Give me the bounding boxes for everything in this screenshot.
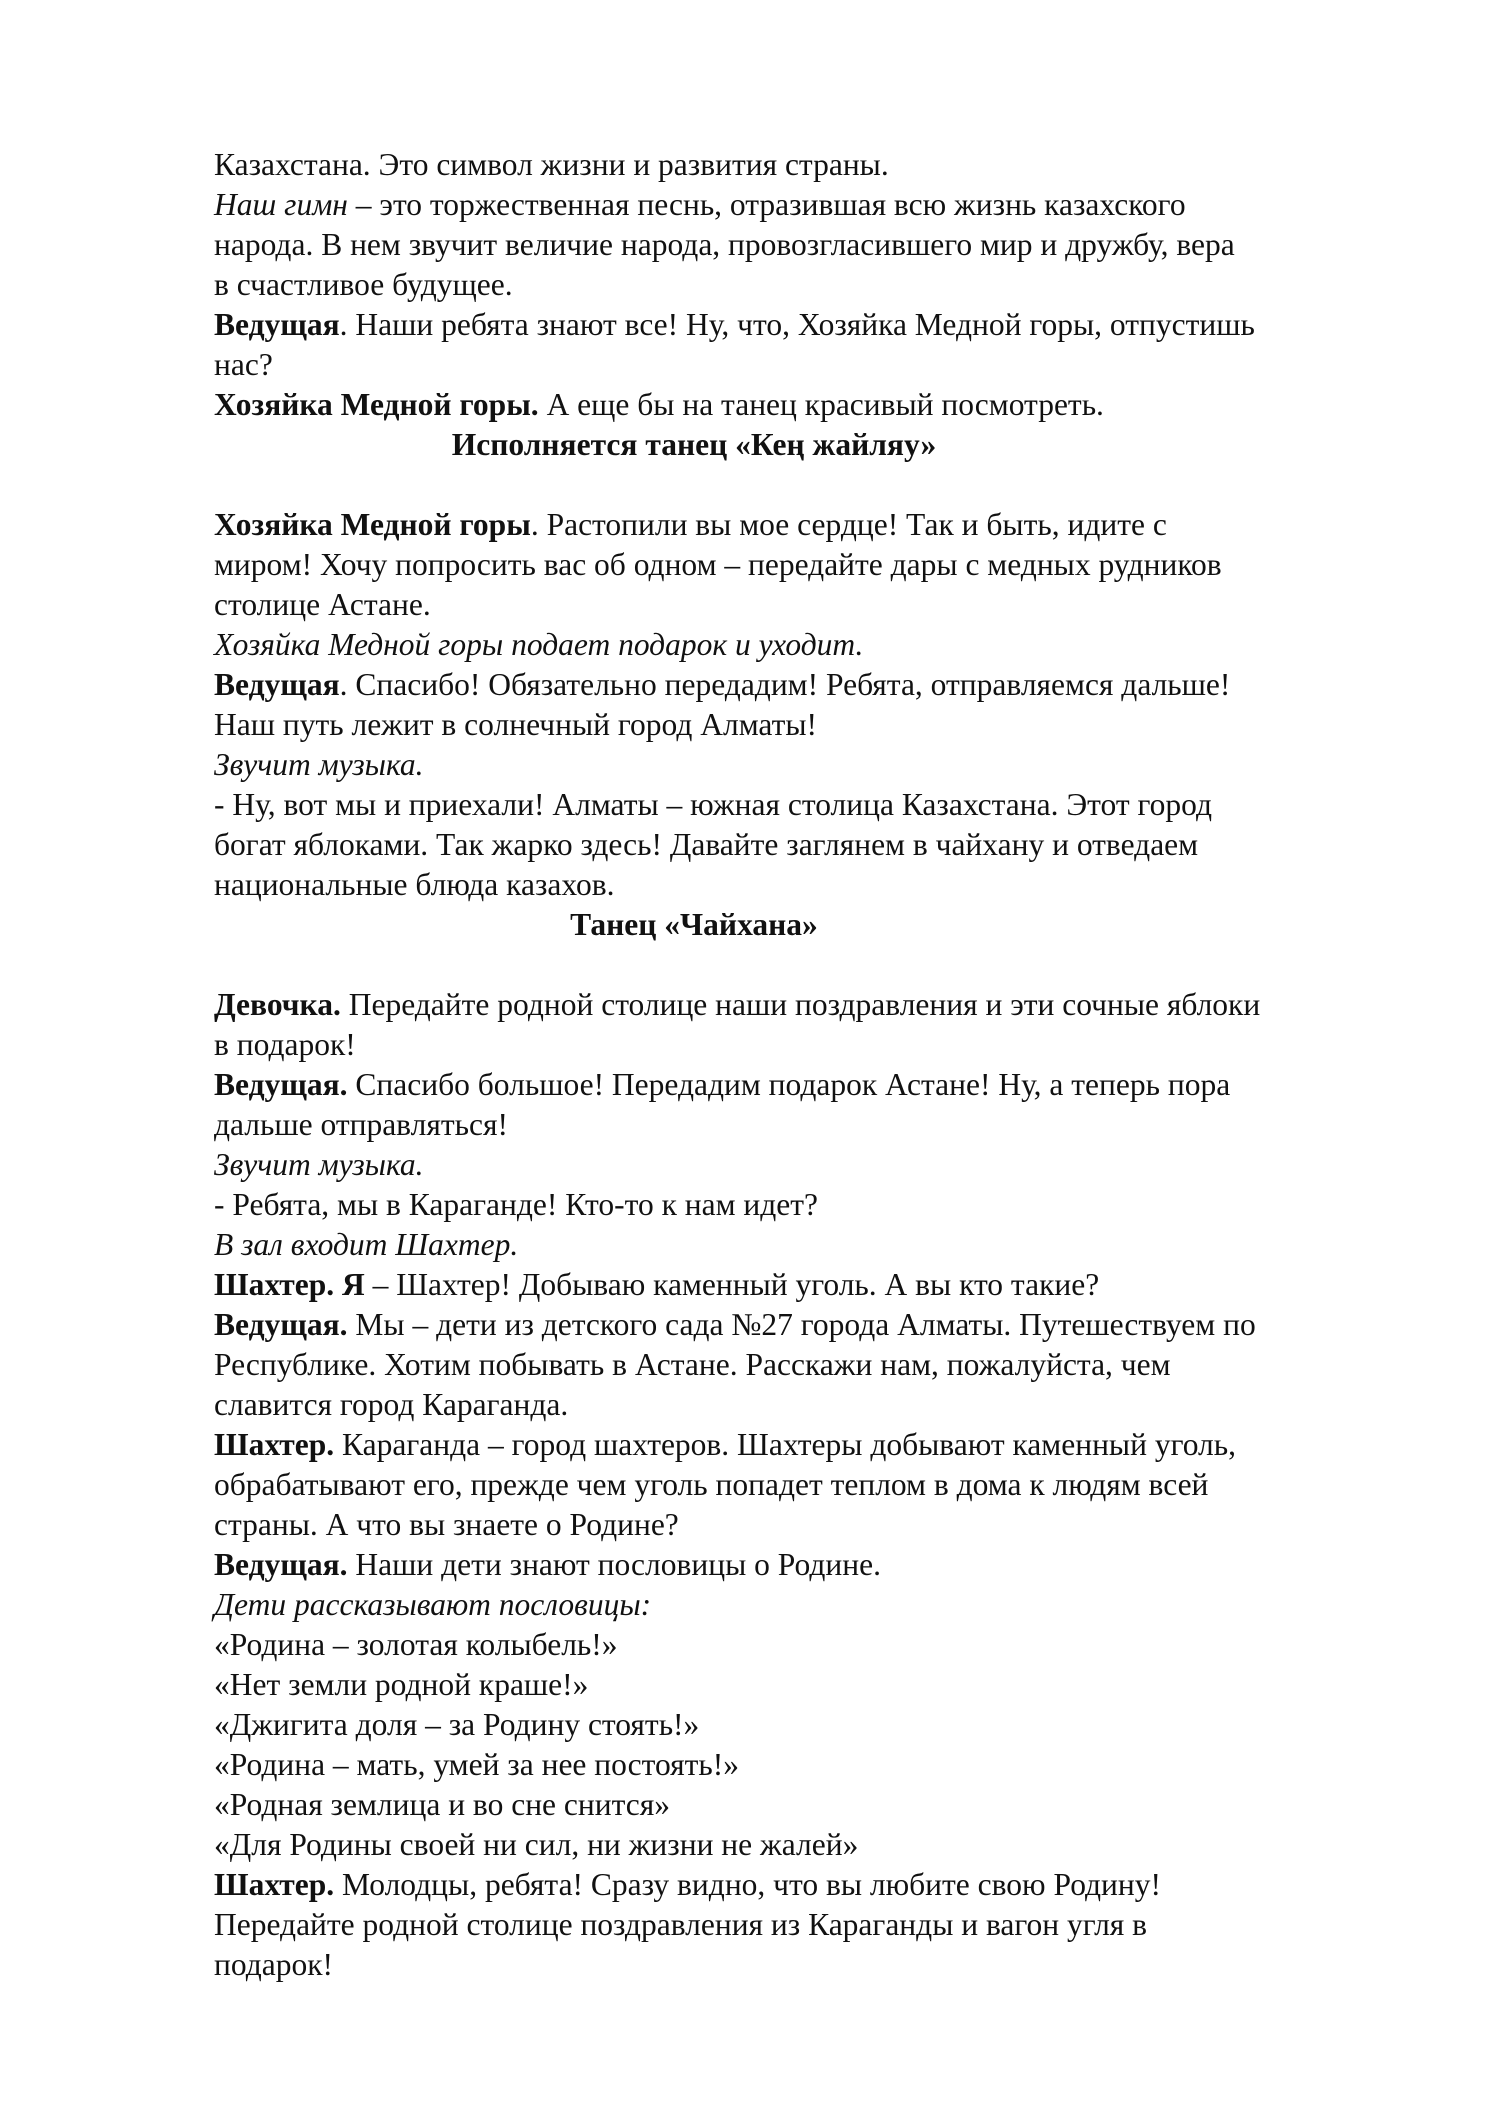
speaker-line [214,505,1394,545]
text-line: нас? [214,347,273,382]
proverb-line: «Родина – золотая колыбель!» [214,1627,618,1662]
speaker-line [214,1425,1394,1465]
italic-phrase: Наш гимн [214,187,348,222]
line-text: . Спасибо! Обязательно передадим! Ребята, отправляемся дальше! [339,667,1231,702]
text-line: - Ну, вот мы и приехали! Алматы – южная столица Казахстана. Этот город [214,787,1212,822]
blank-line [214,465,1394,505]
text-line: Передайте родной столице поздравления из Караганды и вагон угля в [214,1907,1148,1942]
line-text: Спасибо большое! Передадим подарок Астане! Ну, а теперь пора [347,1067,1231,1102]
speaker-line [214,1065,1394,1105]
speaker-name: Ведущая. [214,1307,348,1342]
text-line: Республике. Хотим побывать в Астане. Расскажи нам, пожалуйста, чем [214,1347,1171,1382]
line-text: Передайте родной столице наши поздравления и эти сочные яблоки [340,987,1261,1022]
text-line: богат яблоками. Так жарко здесь! Давайте заглянем в чайхану и отведаем [214,827,1199,862]
line-text: . Растопили вы мое сердце! Так и быть, идите с [530,507,1167,542]
speaker-line [214,1305,1394,1345]
text-line [214,185,1394,225]
text-line: обрабатывают его, прежде чем уголь попадет теплом в дома к людям всей [214,1467,1209,1502]
proverb-line: «Для Родины своей ни сил, ни жизни не жалей» [214,1827,859,1862]
speaker-name: Ведущая. [214,1547,348,1582]
text-line: подарок! [214,1947,334,1982]
line-text: – Шахтер! Добываю каменный уголь. А вы кто такие? [364,1267,1100,1302]
speaker-name: Ведущая [214,307,340,342]
text-line: в подарок! [214,1027,356,1062]
stage-direction: В зал входит Шахтер. [214,1227,519,1262]
speaker-line [214,665,1394,705]
speaker-name: Хозяйка Медной горы [214,507,531,542]
stage-direction: Хозяйка Медной горы подает подарок и уходит. [214,627,864,662]
stage-direction: Звучит музыка. [214,747,424,782]
text-line: дальше отправляться! [214,1107,508,1142]
speaker-line [214,385,1394,425]
line-text: Мы – дети из детского сада №27 города Алматы. Путешествуем по [347,1307,1256,1342]
text-line: миром! Хочу попросить вас об одном – передайте дары с медных рудников [214,547,1222,582]
speaker-line [214,1545,1394,1585]
section-heading: Танец «Чайхана» [570,907,818,942]
speaker-name: Девочка. [214,987,341,1022]
line-text: А еще бы на танец красивый посмотреть. [538,387,1104,422]
proverb-line: «Родная землица и во сне снится» [214,1787,670,1822]
text-line: в счастливое будущее. [214,267,513,302]
speaker-name: Хозяйка Медной горы. [214,387,539,422]
speaker-name: Шахтер. [214,1427,335,1462]
proverb-line: «Родина – мать, умей за нее постоять!» [214,1747,740,1782]
speaker-line [214,1865,1394,1905]
section-heading: Исполняется танец «Кең жайляу» [451,427,937,462]
speaker-name: Ведущая. [214,1067,348,1102]
speaker-name: Шахтер. [214,1867,335,1902]
text-line: - Ребята, мы в Караганде! Кто-то к нам идет? [214,1187,819,1222]
line-text: Молодцы, ребята! Сразу видно, что вы любите свою Родину! [334,1867,1162,1902]
stage-direction: Звучит музыка. [214,1147,424,1182]
text-line: Казахстана. Это символ жизни и развития страны. [214,147,889,182]
proverb-line: «Нет земли родной краше!» [214,1667,589,1702]
speaker-line [214,1265,1394,1305]
text-line: национальные блюда казахов. [214,867,615,902]
speaker-line [214,305,1394,345]
document-text [214,145,1394,1985]
proverb-line: «Джигита доля – за Родину стоять!» [214,1707,700,1742]
text-line: столице Астане. [214,587,431,622]
text-line: Наш путь лежит в солнечный город Алматы! [214,707,818,742]
line-text: Наши дети знают пословицы о Родине. [347,1547,881,1582]
speaker-line [214,985,1394,1025]
text-line: славится город Караганда. [214,1387,569,1422]
speaker-name: Ведущая [214,667,340,702]
blank-line [214,945,1394,985]
stage-direction: Дети рассказывают пословицы: [214,1587,652,1622]
text-line: страны. А что вы знаете о Родине? [214,1507,679,1542]
text-line: народа. В нем звучит величие народа, провозгласившего мир и дружбу, вера [214,227,1235,262]
line-text: . Наши ребята знают все! Ну, что, Хозяйка Медной горы, отпустишь [339,307,1255,342]
line-text: – это торжественная песнь, отразившая всю жизнь казахского [347,187,1186,222]
speaker-name: Шахтер. Я [214,1267,365,1302]
line-text: Караганда – город шахтеров. Шахтеры добывают каменный уголь, [334,1427,1236,1462]
